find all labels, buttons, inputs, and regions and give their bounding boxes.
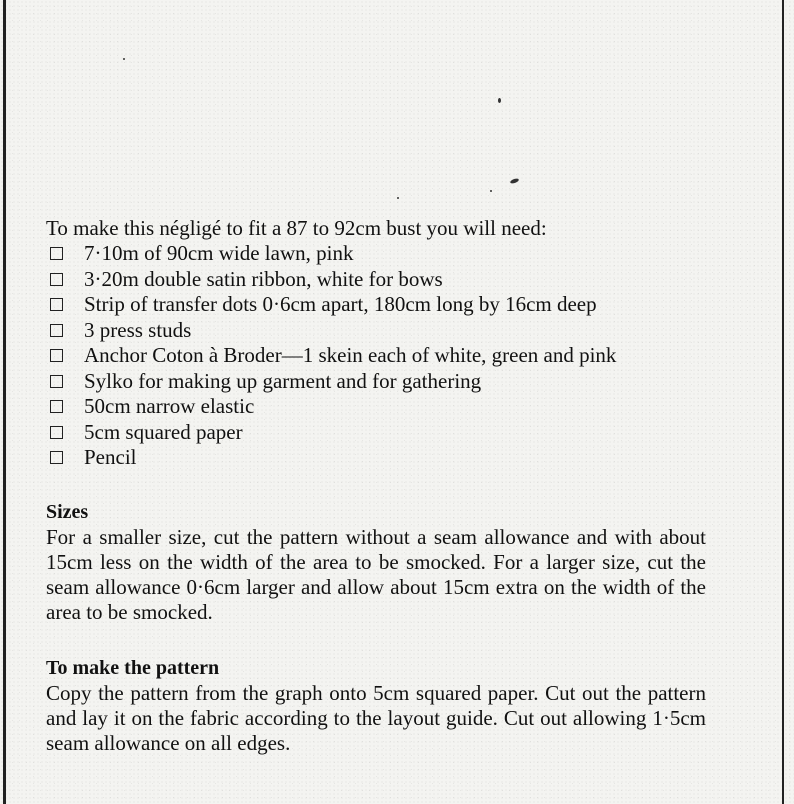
checkbox-icon xyxy=(50,400,63,413)
scan-speck xyxy=(490,190,492,192)
pattern-heading: To make the pattern xyxy=(46,656,220,679)
checkbox-icon xyxy=(50,298,63,311)
list-item xyxy=(46,394,706,420)
scan-speck xyxy=(510,178,520,185)
scan-speck xyxy=(123,58,125,60)
material-text: Anchor Coton à Broder—1 skein each of white, green and pink xyxy=(84,343,617,367)
checkbox-icon xyxy=(50,451,63,464)
materials-checklist xyxy=(46,241,706,471)
checkbox-icon xyxy=(50,247,63,260)
list-item xyxy=(46,420,706,446)
list-item xyxy=(46,292,706,318)
list-item xyxy=(46,369,706,395)
right-border-rule xyxy=(782,0,784,804)
material-text: 50cm narrow elastic xyxy=(84,394,255,418)
checkbox-icon xyxy=(50,426,63,439)
pattern-body: Copy the pattern from the graph onto 5cm squared paper. Cut out the pattern and lay it on the fabric according to the layout guide. Cut out allowing 1·5cm seam allowance on all edges. xyxy=(46,680,706,755)
scan-speck xyxy=(397,197,399,199)
list-item xyxy=(46,445,706,471)
material-text: 7·10m of 90cm wide lawn, pink xyxy=(84,241,354,265)
list-item xyxy=(46,343,706,369)
left-border-rule xyxy=(3,0,6,804)
list-item xyxy=(46,318,706,344)
checkbox-icon xyxy=(50,324,63,337)
material-text: 5cm squared paper xyxy=(84,419,243,444)
scan-speck xyxy=(498,98,501,103)
material-text: Sylko for making up garment and for gathering xyxy=(84,368,482,393)
instructions-content xyxy=(46,215,706,756)
requirements-intro: To make this négligé to fit a 87 to 92cm bust you will need: xyxy=(46,216,547,240)
material-text: Strip of transfer dots 0·6cm apart, 180cm long by 16cm deep xyxy=(84,292,597,316)
list-item xyxy=(46,241,706,267)
material-text: Pencil xyxy=(84,445,137,469)
list-item xyxy=(46,267,706,293)
sizes-heading: Sizes xyxy=(46,500,89,523)
material-text: 3·20m double satin ribbon, white for bows xyxy=(84,266,443,291)
material-text: 3 press studs xyxy=(84,317,192,342)
checkbox-icon xyxy=(50,375,63,388)
checkbox-icon xyxy=(50,273,63,286)
checkbox-icon xyxy=(50,349,63,362)
sizes-body: For a smaller size, cut the pattern without a seam allowance and with about 15cm less on the width of the area to be smocked. For a larger size, cut the seam allowance 0·6cm larger and allow about 15cm extra on the width of the area to be smocked. xyxy=(46,524,706,624)
